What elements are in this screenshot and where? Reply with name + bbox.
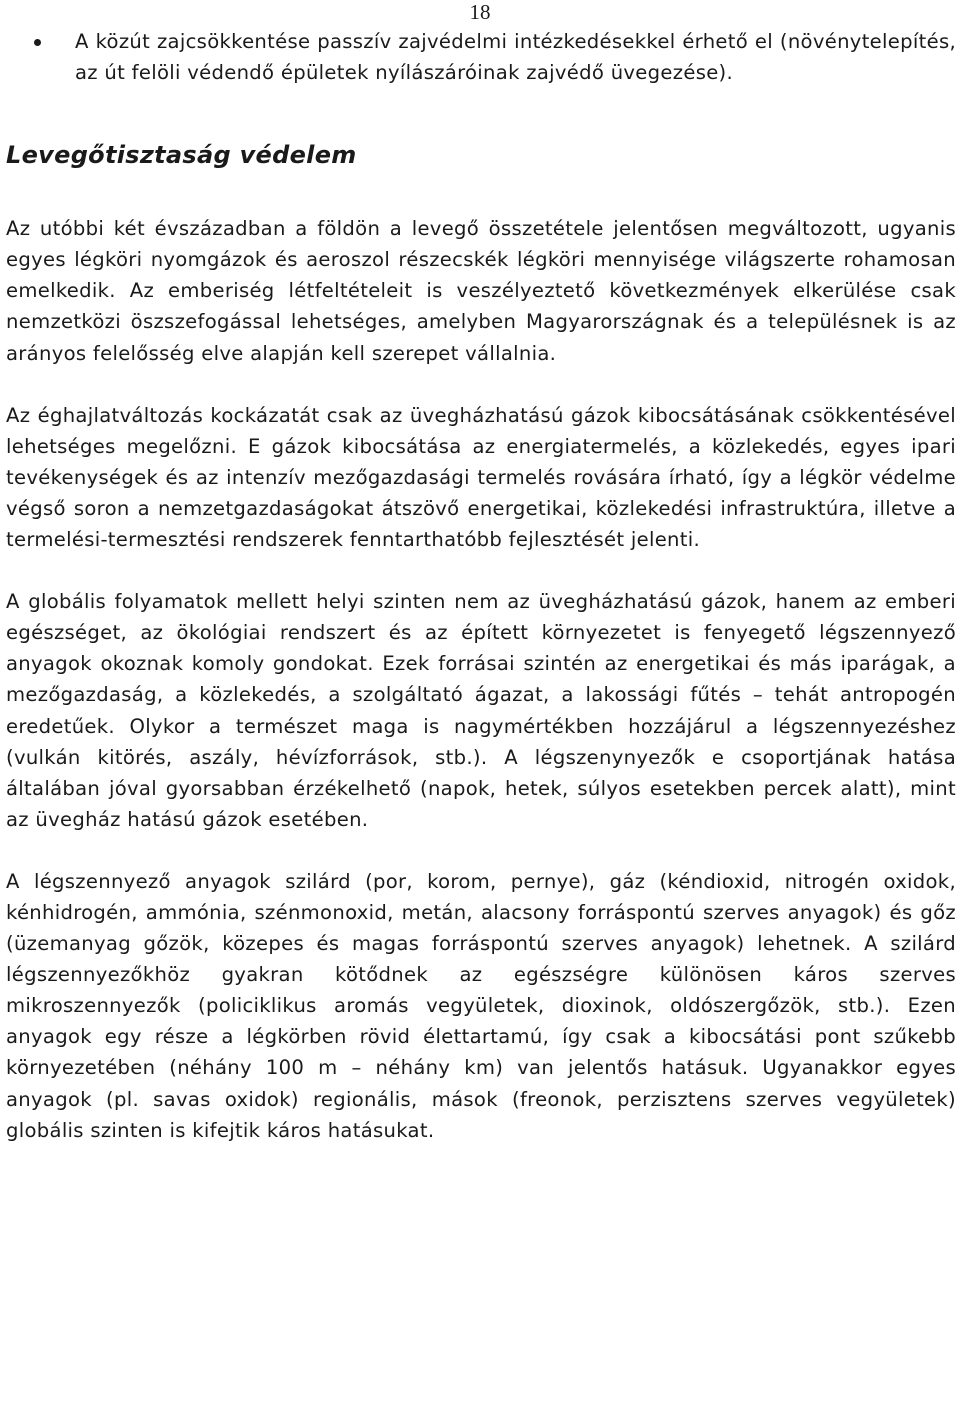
bullet-icon bbox=[34, 39, 41, 46]
paragraph-2: Az éghajlatváltozás kockázatát csak az üvegházhatású gázok kibocsátásának csökkentésével lehetséges megelőzni. E gázok kibocsátása az energiatermelés, a közlekedés, egyes ipari tevékenységek és az intenzív mezőgazdasági termelés rovására írható, így a légkör védelme végső soron a nemzetgazdaságokat átszövő energetikai, közlekedési infrastruktúra, illetve a termelési-termesztési rendszerek fenntarthatóbb fejlesztését jelenti. bbox=[6, 403, 956, 552]
page-number: 18 bbox=[469, 0, 491, 24]
bullet-text: A közút zajcsökkentése passzív zajvédelmi intézkedésekkel érhető el (növénytelepítés, az út felöli védendő épületek nyílászáróinak zajvédő üvegezése). bbox=[75, 30, 956, 85]
paragraph-1: Az utóbbi két évszázadban a földön a levegő összetétele jelentősen megváltozott, ugyanis egyes légköri nyomgázok és aeroszol részecskék légköri mennyisége világszerte rohamosan emelkedik. Az emberiség létfeltételeit is veszélyeztető következmények elkerülése csak nemzetközi öszszefogással lehetséges, amelyben Magyarországnak és a településnek is az arányos felelősség elve alapján kell szerepet vállalnia. bbox=[6, 217, 956, 365]
page-content bbox=[6, 26, 956, 1146]
bullet-list-item bbox=[6, 26, 956, 88]
section-heading: Levegőtisztaság védelem bbox=[6, 141, 357, 170]
paragraph-3: A globális folyamatok mellett helyi szinten nem az üvegházhatású gázok, hanem az emberi egészséget, az ökológiai rendszert és az épített környezetet is fenyegető légszennyező anyagok okoznak komoly gondokat. Ezek forrásai szintén az energetikai és más iparágak, a mezőgazdaság, a közlekedés, a szolgáltató ágazat, a lakossági fűtés – tehát antropogén eredetűek. Olykor a természet maga is nagymértékben hozzájárul a légszennyezéshez (vulkán kitörés, aszály, hévízforrások, stb.). A légszenynyezők e csoportjának hatása általában jóval gyorsabban érzékelhető (napok, hetek, súlyos esetekben percek alatt), mint az üvegház hatású gázok esetében. bbox=[6, 590, 956, 831]
paragraph-4: A légszennyező anyagok szilárd (por, korom, pernye), gáz (kéndioxid, nitrogén oxidok, kénhidrogén, ammónia, szénmonoxid, metán, alacsony forráspontú szerves anyagok) és gőz (üzemanyag gőzök, közepes és magas forráspontú szerves anyagok) lehetnek. A szilárd légszennyezőkhöz gyakran kötődnek az egészségre különösen káros szerves mikroszennyezők (policiklikus aromás vegyületek, dioxinok, oldószergőzök, stb.). Ezen anyagok egy része a légkörben rövid élettartamú, így csak a kibocsátási pont szűkebb környezetében (néhány 100 m – néhány km) van jelentős hatásuk. Ugyanakkor egyes anyagok (pl. savas oxidok) regionális, mások (freonok, perzisztens szerves vegyületek) globális szinten is kifejtik káros hatásukat. bbox=[6, 869, 956, 1142]
